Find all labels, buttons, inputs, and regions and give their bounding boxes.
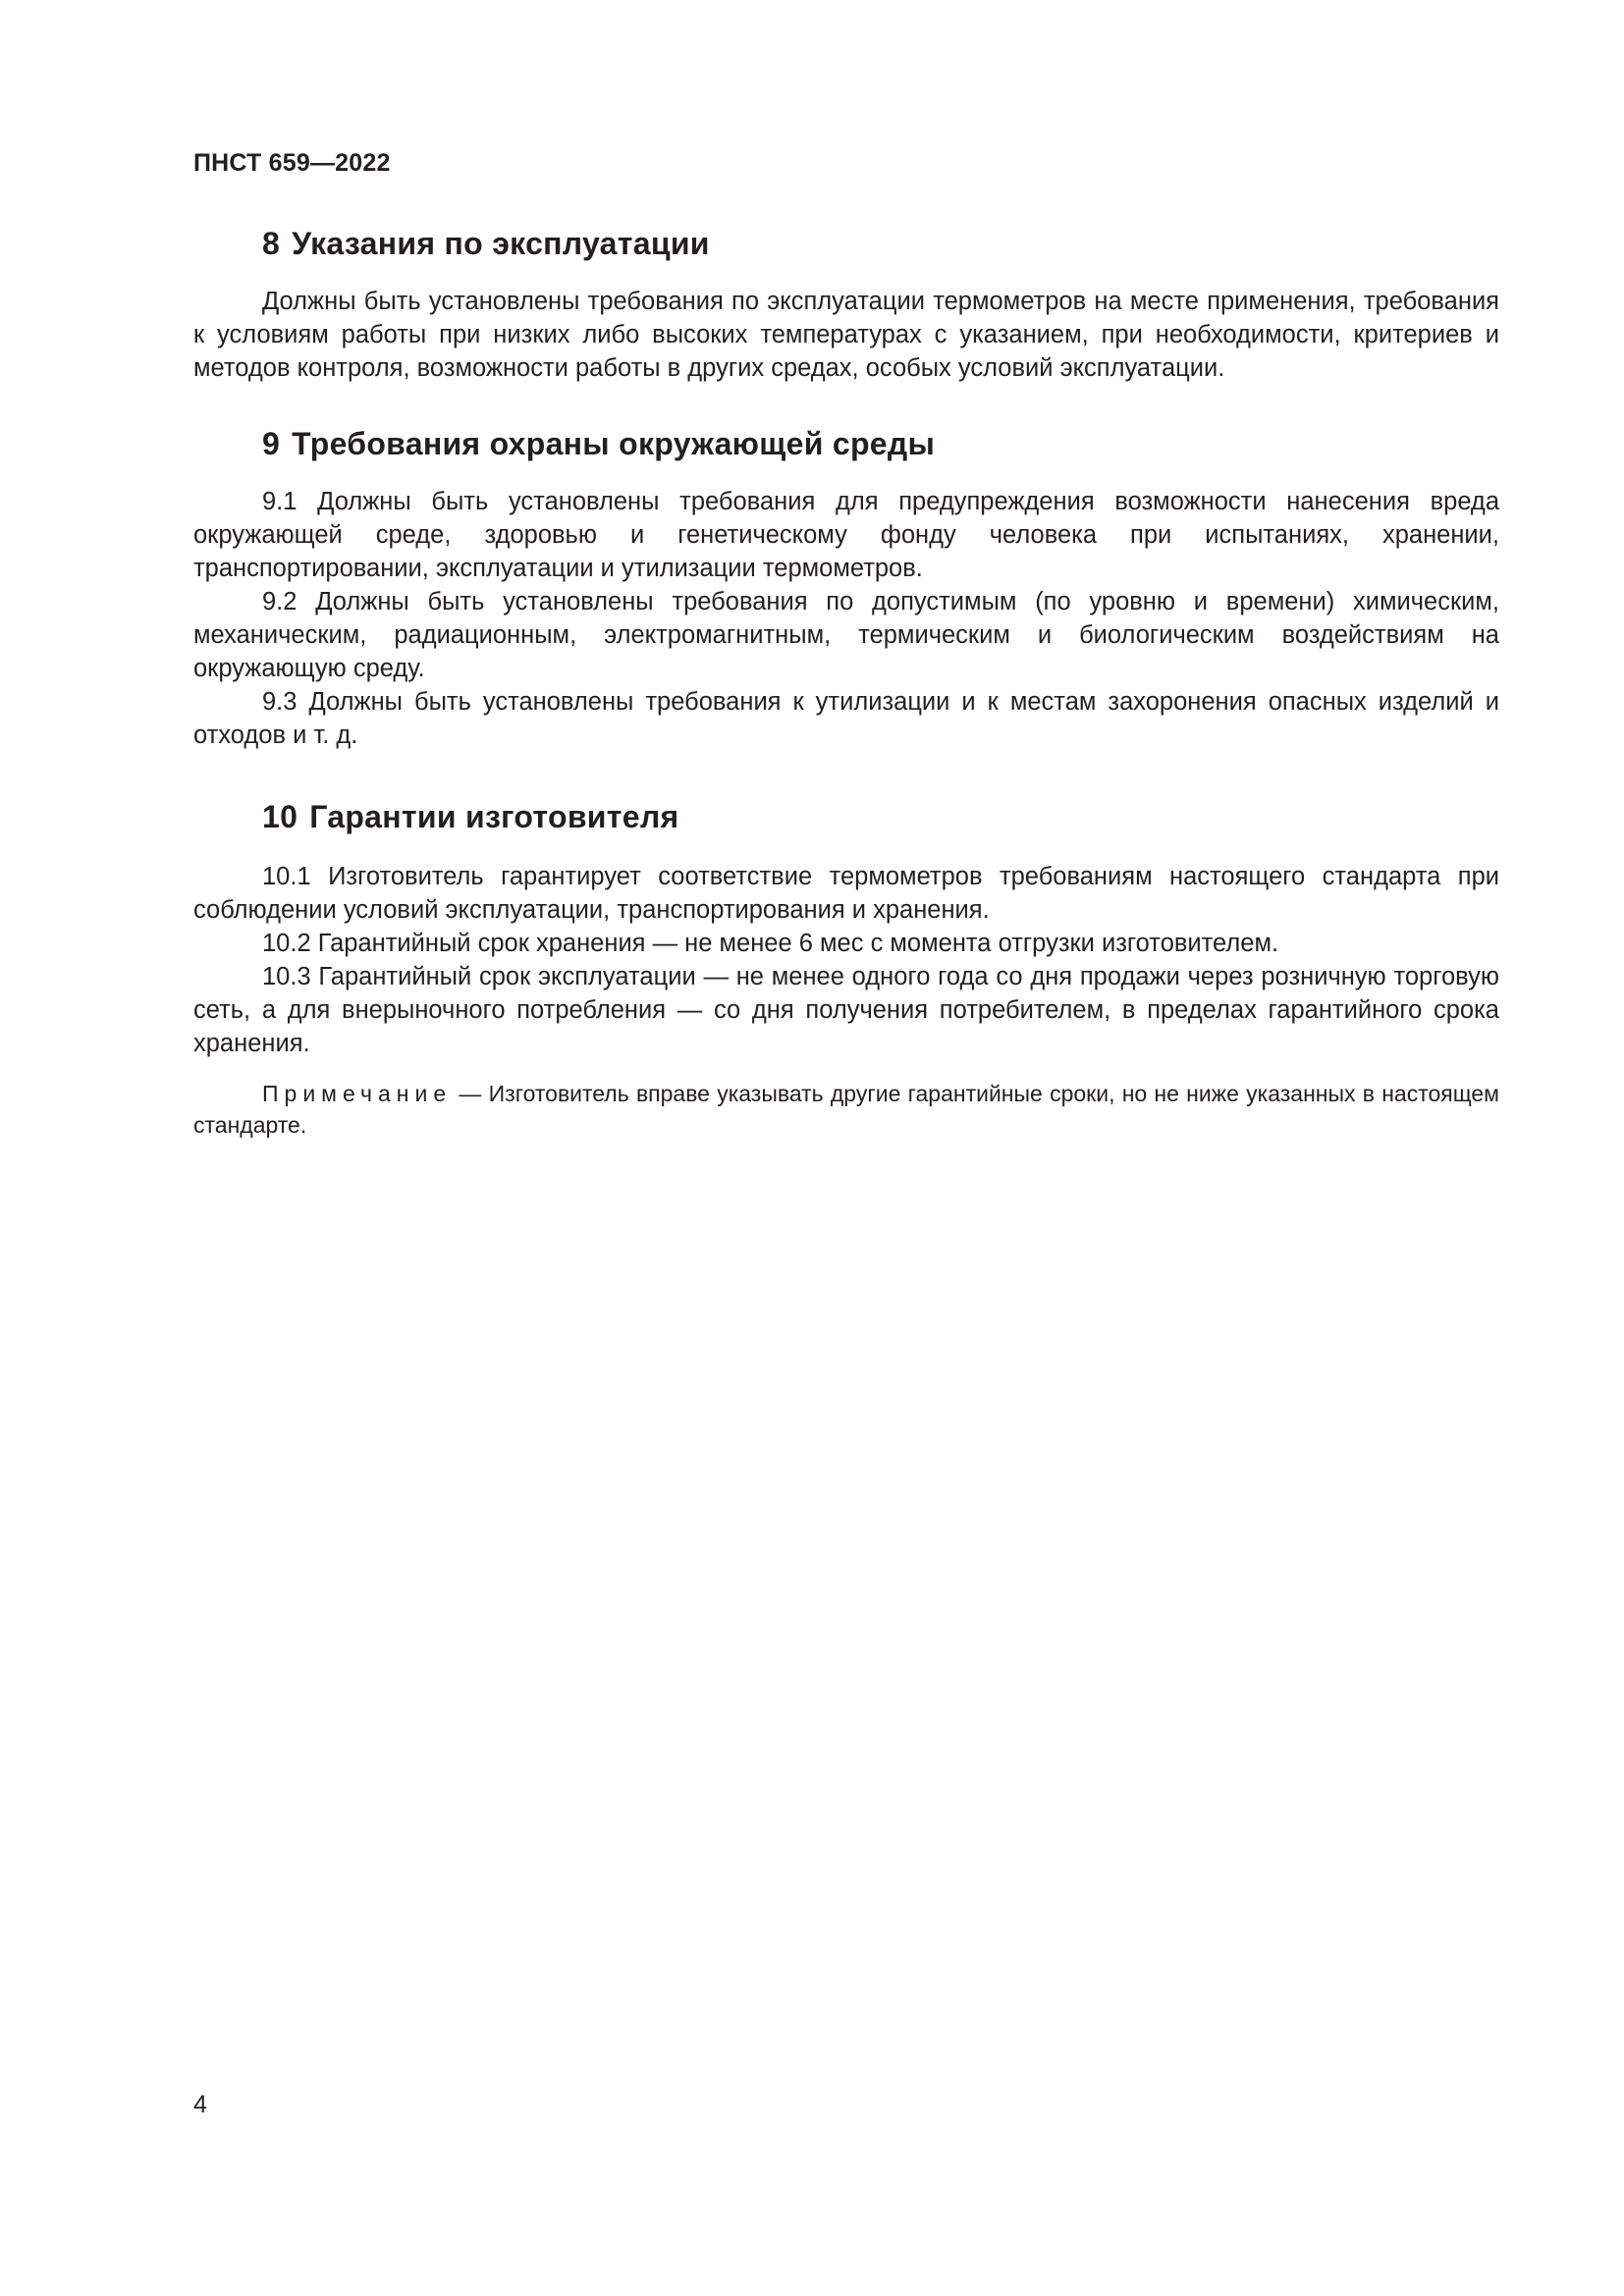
document-body [193,214,1499,1141]
section-9 [193,414,1499,752]
section-title: Указания по эксплуатации [292,226,710,261]
paragraph-9-1: 9.1 Должны быть установлены требования для предупреждения возможности нанесения вреда окружающей среде, здоровью и генетическому фонду человека при испытаниях, хранении, транспортировании, эксплуатации и утилизации термометров. [193,488,1499,582]
paragraph-10-3: 10.3 Гарантийный срок эксплуатации — не менее одного года со дня продажи через розничную торговую сеть, а для внерыночного потребления — со дня получения потребителем, в пределах гарантийного срока хранения. [193,963,1499,1057]
section-number: 9 [262,426,281,461]
note-label: Примечание [262,1081,453,1106]
section-title: Требования охраны окружающей среды [292,426,936,461]
paragraph-9-2: 9.2 Должны быть установлены требования по допустимым (по уровню и времени) химическим, механическим, радиационным, электромагнитным, термическим и биологическим воздействиям на окружающую среду. [193,588,1499,682]
section-heading [193,414,1499,473]
paragraph-9-3: 9.3 Должны быть установлены требования к утилизации и к местам захоронения опасных изделий и отходов и т. д. [193,688,1499,749]
section-title: Гарантии изготовителя [309,799,679,834]
section-8 [193,214,1499,385]
page-number: 4 [193,2091,207,2118]
note [193,1078,1499,1141]
section-heading [193,214,1499,273]
section-heading [193,787,1499,846]
section-10 [193,787,1499,1141]
document-header: ПНСТ 659—2022 [193,149,391,177]
paragraph: Должны быть установлены требования по эксплуатации термометров на месте применения, требования к условиям работы при низких либо высоких температурах с указанием, при необходимости, критериев и методов контроля, возможности работы в других средах, особых условий эксплуатации. [193,288,1499,382]
section-number: 8 [262,226,281,261]
section-number: 10 [262,799,298,834]
paragraph-10-2: 10.2 Гарантийный срок хранения — не менее 6 мес с момента отгрузки изготовителем. [262,930,1279,957]
note-text: — Изготовитель вправе указывать другие гарантийные сроки, но не ниже указанных в настоящем стандарте. [193,1081,1499,1138]
paragraph-10-1: 10.1 Изготовитель гарантирует соответствие термометров требованиям настоящего стандарта при соблюдении условий эксплуатации, транспортирования и хранения. [193,863,1499,924]
